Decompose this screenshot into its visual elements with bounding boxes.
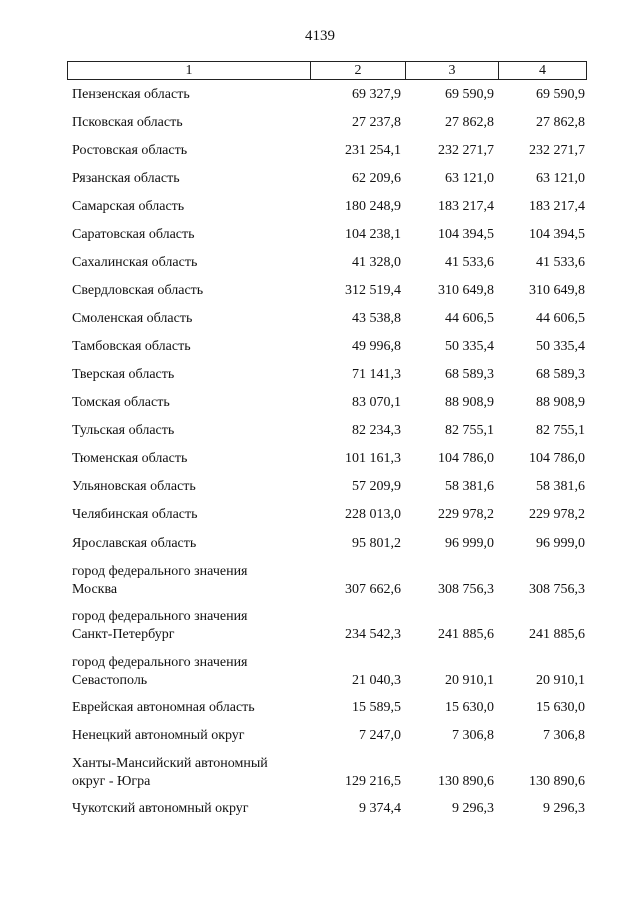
- value-col2: 95 801,2: [352, 536, 401, 551]
- region-name: Ростовская область: [72, 143, 188, 158]
- value-col3: 41 533,6: [445, 255, 494, 270]
- column-header-2: 2: [311, 62, 406, 79]
- value-col2: 41 328,0: [352, 255, 401, 270]
- value-col2: 180 248,9: [345, 199, 401, 214]
- region-name-line2: округ - Югра: [72, 774, 151, 789]
- region-name: Самарская область: [72, 199, 185, 214]
- region-name-line1: город федерального значения: [72, 609, 248, 624]
- region-name: Сахалинская область: [72, 255, 198, 270]
- value-col3: 68 589,3: [445, 367, 494, 382]
- region-name-line2: Севастополь: [72, 673, 148, 688]
- value-col4: 7 306,8: [543, 728, 585, 743]
- value-col4: 15 630,0: [536, 700, 585, 715]
- value-col3: 232 271,7: [438, 143, 494, 158]
- value-col2: 27 237,8: [352, 115, 401, 130]
- value-col4: 63 121,0: [536, 171, 585, 186]
- value-col4: 50 335,4: [536, 339, 585, 354]
- value-col4: 58 381,6: [536, 479, 585, 494]
- region-name: Томская область: [72, 395, 170, 410]
- value-col2: 101 161,3: [345, 451, 401, 466]
- value-col3: 58 381,6: [445, 479, 494, 494]
- value-col2: 57 209,9: [352, 479, 401, 494]
- region-name: Рязанская область: [72, 171, 180, 186]
- value-col4: 41 533,6: [536, 255, 585, 270]
- value-col4: 308 756,3: [529, 582, 585, 597]
- region-name: Свердловская область: [72, 283, 204, 298]
- column-header-1: 1: [68, 62, 311, 79]
- value-col2: 69 327,9: [352, 87, 401, 102]
- value-col2: 231 254,1: [345, 143, 401, 158]
- value-col2: 43 538,8: [352, 311, 401, 326]
- value-col3: 88 908,9: [445, 395, 494, 410]
- value-col3: 7 306,8: [452, 728, 494, 743]
- value-col4: 96 999,0: [536, 536, 585, 551]
- region-name-line1: город федерального значения: [72, 564, 248, 579]
- value-col2: 15 589,5: [352, 700, 401, 715]
- value-col4: 232 271,7: [529, 143, 585, 158]
- value-col3: 44 606,5: [445, 311, 494, 326]
- value-col4: 9 296,3: [543, 801, 585, 816]
- region-name: Ненецкий автономный округ: [72, 728, 245, 743]
- value-col4: 68 589,3: [536, 367, 585, 382]
- value-col4: 104 786,0: [529, 451, 585, 466]
- value-col4: 88 908,9: [536, 395, 585, 410]
- region-name-line1: Ханты-Мансийский автономный: [72, 756, 268, 771]
- region-name: Пензенская область: [72, 87, 190, 102]
- value-col3: 183 217,4: [438, 199, 494, 214]
- column-header-4: 4: [539, 63, 546, 78]
- value-col3: 20 910,1: [445, 673, 494, 688]
- region-name: Псковская область: [72, 115, 183, 130]
- value-col4: 69 590,9: [536, 87, 585, 102]
- value-col3: 308 756,3: [438, 582, 494, 597]
- region-name: Тамбовская область: [72, 339, 191, 354]
- region-name: Ульяновская область: [72, 479, 196, 494]
- region-name: Саратовская область: [72, 227, 195, 242]
- value-col4: 104 394,5: [529, 227, 585, 242]
- region-name: Тверская область: [72, 367, 175, 382]
- region-name: Ярославская область: [72, 536, 197, 551]
- value-col3: 241 885,6: [438, 627, 494, 642]
- page-number: 4139: [305, 28, 335, 44]
- region-name: Тюменская область: [72, 451, 188, 466]
- value-col4: 241 885,6: [529, 627, 585, 642]
- value-col4: 27 862,8: [536, 115, 585, 130]
- value-col4: 183 217,4: [529, 199, 585, 214]
- value-col4: 20 910,1: [536, 673, 585, 688]
- value-col2: 228 013,0: [345, 507, 401, 522]
- value-col2: 62 209,6: [352, 171, 401, 186]
- value-col2: 71 141,3: [352, 367, 401, 382]
- value-col2: 7 247,0: [359, 728, 401, 743]
- region-name-line1: город федерального значения: [72, 655, 248, 670]
- value-col2: 312 519,4: [345, 283, 401, 298]
- region-name: Смоленская область: [72, 311, 193, 326]
- value-col3: 27 862,8: [445, 115, 494, 130]
- value-col3: 63 121,0: [445, 171, 494, 186]
- value-col4: 229 978,2: [529, 507, 585, 522]
- value-col2: 129 216,5: [345, 774, 401, 789]
- value-col2: 104 238,1: [345, 227, 401, 242]
- region-name: Чукотский автономный округ: [72, 801, 249, 816]
- column-header-3: 3: [406, 62, 499, 79]
- region-name-line2: Москва: [72, 582, 118, 597]
- value-col2: 21 040,3: [352, 673, 401, 688]
- table-header: [67, 61, 587, 80]
- value-col3: 310 649,8: [438, 283, 494, 298]
- value-col4: 130 890,6: [529, 774, 585, 789]
- region-name: Тульская область: [72, 423, 175, 438]
- value-col3: 96 999,0: [445, 536, 494, 551]
- value-col3: 15 630,0: [445, 700, 494, 715]
- value-col4: 82 755,1: [536, 423, 585, 438]
- value-col3: 9 296,3: [452, 801, 494, 816]
- value-col3: 50 335,4: [445, 339, 494, 354]
- value-col3: 104 786,0: [438, 451, 494, 466]
- value-col2: 82 234,3: [352, 423, 401, 438]
- value-col2: 234 542,3: [345, 627, 401, 642]
- value-col3: 69 590,9: [445, 87, 494, 102]
- value-col3: 104 394,5: [438, 227, 494, 242]
- region-name: Челябинская область: [72, 507, 198, 522]
- region-name-line2: Санкт-Петербург: [72, 627, 175, 642]
- value-col4: 44 606,5: [536, 311, 585, 326]
- value-col3: 130 890,6: [438, 774, 494, 789]
- value-col2: 9 374,4: [359, 801, 401, 816]
- value-col3: 82 755,1: [445, 423, 494, 438]
- value-col2: 49 996,8: [352, 339, 401, 354]
- value-col4: 310 649,8: [529, 283, 585, 298]
- value-col3: 229 978,2: [438, 507, 494, 522]
- value-col2: 307 662,6: [345, 582, 401, 597]
- region-name: Еврейская автономная область: [72, 700, 255, 715]
- value-col2: 83 070,1: [352, 395, 401, 410]
